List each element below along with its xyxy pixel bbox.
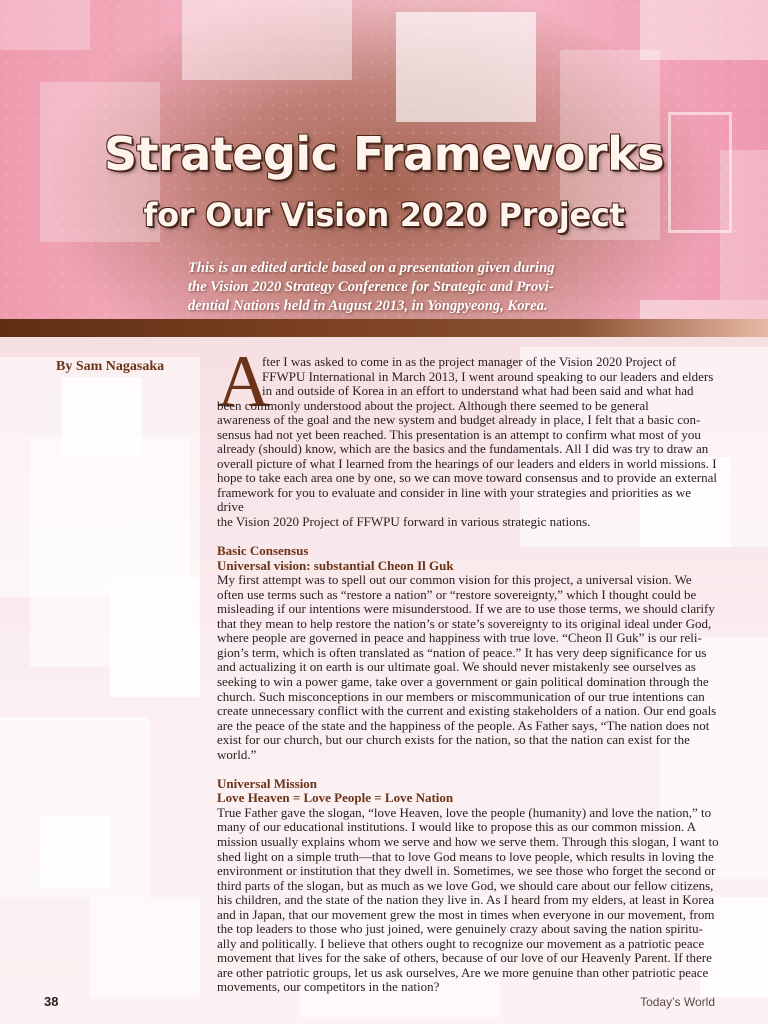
publication-name: Today’s World (640, 995, 715, 1009)
intro-line: awareness of the goal and the new system and budget already in place, I felt that a basic con- (217, 412, 701, 428)
intro-line: overall picture of what I learned from the hearings of our leaders and elders in world missions. I (217, 455, 717, 471)
intro-line: sensus had not yet been reached. This presentation is an attempt to confirm what most of you (217, 426, 701, 442)
intro-line: framework for you to evaluate and consider in line with your strategies and priorities as we drive (217, 484, 691, 515)
decor-square (40, 817, 110, 887)
spacer (217, 530, 719, 545)
header-banner (0, 0, 768, 322)
byline: By Sam Nagasaka (56, 359, 165, 374)
decor-square (110, 577, 200, 697)
intro-line: FFWPU International in March 2013, I went around speaking to our leaders and elders (262, 368, 714, 384)
intro-line: the Vision 2020 Project of FFWPU forward in various strategic nations. (217, 514, 591, 530)
section-subheading: Universal vision: substantial Cheon Il Guk (217, 557, 454, 573)
drop-cap: A (217, 341, 271, 423)
intro-line: already (should) know, which are the basics and the fundamentals. All I did was try to draw an (217, 441, 709, 457)
section-heading: Basic Consensus (217, 543, 309, 559)
intro-line: been commonly understood about the project. Although there seemed to be general (217, 397, 649, 413)
intro-line: in and outside of Korea in an effort to understand what had been said and what had (262, 383, 694, 399)
paragraph-section2: True Father gave the slogan, “love Heaven, love the people (humanity) and love the nation,” to many of our educational institutions. I would like to propose this as our common mission. A mission usually explains whom we serve and how we serve them. Through this slogan, I want to shed light on a simple truth—that to love God means to love people, which results in loving the environment or institution that they dwell in. Sometimes, we see those who forget the second or third parts of the slogan, but as much as we love God, we should care about our fellow citizens, his children, and the state of the nation they live in. As I heard from my elders, at least in Korea and in Japan, that our movement grew the most in times when everyone in our movement, from the top leaders to those who just joined, were genuinely crazy about saving the nation spiritu- ally and politically. I believe that others ought to recognize our movement as a patriotic peace movement that lives for the sake of others, because of our love of our Heavenly Parent. If there are other patriotic groups, let us ask ourselves, Are we more genuine than other patriotic peace movements, our competitors in the nation? (217, 804, 719, 995)
spacer (217, 762, 719, 777)
intro-line: hope to take each area one by one, so we can move toward consensus and to provide an external (217, 470, 717, 486)
decor-square (90, 897, 200, 997)
intro-line: fter I was asked to come in as the project manager of the Vision 2020 Project of (262, 354, 677, 369)
header-stripe (0, 319, 768, 337)
article-intro: This is an edited article based on a presentation given during the Vision 2020 Strategy Conference for Strategic and Provi- dential Nations held in August 2013, in Yongpyeong, Korea. (188, 260, 555, 314)
section-heading: Universal Mission (217, 775, 318, 791)
paragraph-intro (217, 355, 719, 530)
article-body (217, 355, 719, 995)
section-subheading: Love Heaven = Love People = Love Nation (217, 790, 454, 806)
page-number: 38 (44, 994, 59, 1009)
paragraph-section1: My first attempt was to spell out our common vision for this project, a universal vision. We often use terms such as “restore a nation” or “restore sovereignty,” which I thought could be misleading if our intentions were misunderstood. If we are to use those terms, we should clarify that they mean to help restore the nation’s or state’s sovereignty to its original ideal under God, where people are governed in peace and happiness with true love. “Cheon Il Guk” is our reli- gion’s term, which is often translated as “nation of peace.” It has very deep significance for us and actualizing it on earth is our ultimate goal. We should never mistakenly see ourselves as seeking to win a power game, take over a government or gain political domination through the church. Such misconceptions in our members or miscommunication of our true intentions can create unnecessary conflict with the current and existing stakeholders of a nation. Our end goals are the peace of the state and the happiness of the people. As Father says, “The nation does not exist for our church, but our church exists for the nation, so that the nation can exist for the world.” (217, 572, 717, 762)
article-subtitle: for Our Vision 2020 Project (143, 196, 625, 234)
article-title: Strategic Frameworks (103, 127, 665, 181)
